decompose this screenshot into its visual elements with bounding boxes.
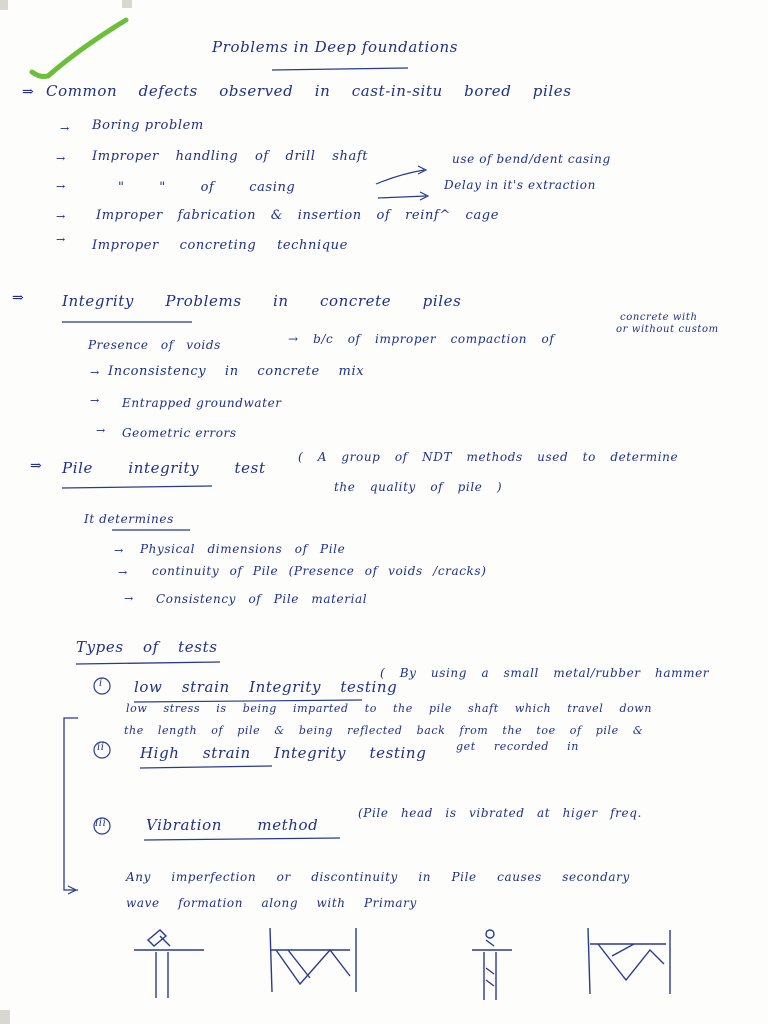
- s1-item-3: " " of casing: [118, 180, 296, 195]
- test-3-note: (Pile head is vibrated at higer freq.: [358, 806, 642, 820]
- s2-voids-reason-3: or without custom: [616, 324, 719, 335]
- s1-heading: Common defects observed in cast-in-situ bored piles: [46, 82, 572, 100]
- s2-item-1: Presence of voids: [88, 338, 221, 352]
- s2-heading: Integrity Problems in concrete piles: [62, 292, 462, 310]
- s2-item-4: Geometric errors: [122, 426, 237, 440]
- page-title: Problems in Deep foundations: [212, 38, 459, 56]
- bullet-arrow-icon: →: [56, 152, 66, 165]
- bullet-arrow-icon: →: [56, 233, 66, 246]
- test-explain-2: the length of pile & being reflected back from the toe of pile &: [124, 724, 644, 737]
- conclusion-2: wave formation along with Primary: [126, 896, 417, 910]
- test-2-name: High strain Integrity testing: [140, 744, 427, 762]
- section-arrow-icon: ⇒: [22, 84, 34, 100]
- bullet-arrow-icon: →: [60, 122, 70, 135]
- section-arrow-icon: ⇒: [30, 458, 42, 474]
- test-num-2: ii: [97, 742, 105, 753]
- s2-voids-reason-2: concrete with: [620, 312, 698, 323]
- test-num-1: i: [99, 678, 103, 689]
- bullet-arrow-icon: →: [96, 424, 106, 437]
- page-corner-mark: [122, 0, 132, 8]
- bullet-arrow-icon: →: [56, 180, 66, 193]
- s2-item-3: Entrapped groundwater: [122, 396, 282, 410]
- s2-item-2: Inconsistency in concrete mix: [108, 364, 365, 379]
- s3-item-2: continuity of Pile (Presence of voids /cracks): [152, 564, 487, 578]
- page-corner-mark: [0, 0, 8, 10]
- test-explain-3: get recorded in: [456, 740, 579, 753]
- bullet-arrow-icon: →: [114, 544, 124, 557]
- s1-item-2: Improper handling of drill shaft: [92, 149, 369, 164]
- s3-heading: Pile integrity test: [62, 459, 266, 477]
- test-3-name: Vibration method: [146, 816, 319, 834]
- test-1-name: low strain Integrity testing: [134, 678, 398, 696]
- section-arrow-icon: ⇒: [12, 290, 24, 306]
- casing-effect-1: use of bend/dent casing: [452, 152, 611, 166]
- s3-item-1: Physical dimensions of Pile: [140, 542, 346, 556]
- s3-note-2: the quality of pile ): [334, 480, 503, 494]
- s4-heading: Types of tests: [76, 638, 218, 656]
- s1-item-5: Improper concreting technique: [92, 238, 348, 253]
- s3-note-1: ( A group of NDT methods used to determine: [298, 450, 679, 464]
- bullet-arrow-icon: →: [90, 366, 100, 379]
- casing-effect-2: Delay in it's extraction: [444, 178, 596, 192]
- bullet-arrow-icon: →: [118, 566, 128, 579]
- bullet-arrow-icon: →: [56, 210, 66, 223]
- test-1-note: ( By using a small metal/rubber hammer: [380, 666, 710, 680]
- s3-item-3: Consistency of Pile material: [156, 592, 368, 606]
- s3-determines: It determines: [84, 512, 174, 526]
- test-explain-1: low stress is being imparted to the pile shaft which travel down: [126, 702, 653, 715]
- s1-item-4: Improper fabrication & insertion of reinf^ cage: [96, 208, 500, 223]
- bullet-arrow-icon: →: [90, 394, 100, 407]
- bullet-arrow-icon: →: [124, 592, 134, 605]
- page-corner-mark: [0, 1010, 10, 1024]
- s2-voids-reason: → b/c of improper compaction of: [288, 332, 555, 346]
- conclusion-1: Any imperfection or discontinuity in Pile causes secondary: [126, 870, 630, 884]
- test-num-3: iii: [95, 818, 107, 829]
- s1-item-1: Boring problem: [92, 118, 204, 133]
